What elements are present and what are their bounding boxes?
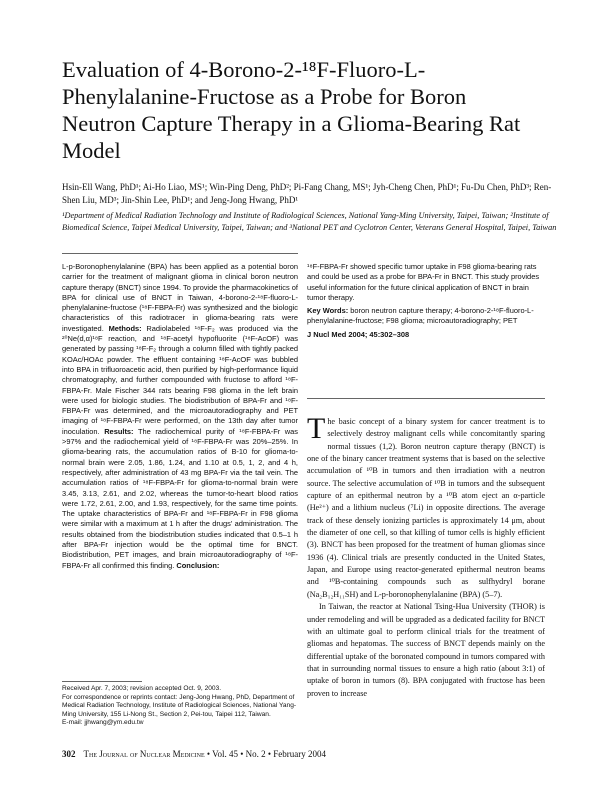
abstract-intro: L-p-Boronophenylalanine (BPA) has been applied as a potential boron carrier for the treatment of malignant glioma in clinical boron neutron capture therapy (BNCT) since 1994. To provide the pharmacokinetics of BPA for clinical use of BNCT in Taiwan, 4-borono-2-¹⁸F-fluoro-L-phenylalanine-fructose (¹⁸F-FBPA-Fr) was synthesized and the biologic characteristics of this radiotracer in glioma-bearing rats were investigated. bbox=[62, 262, 298, 333]
introduction bbox=[307, 412, 545, 700]
drop-cap: T bbox=[307, 412, 326, 445]
abstract-rule bbox=[62, 253, 298, 254]
abstract-results: The radiochemical purity of ¹⁸F-FBPA-Fr was >97% and the radiochemical yield of ¹⁸F-FBPA-Fr was 20%–25%. In glioma-bearing rats, the accumulation ratios of B-10 for glioma-to-normal brain were 2.05, 1.86, 1.24, and 1.10 at 0.5, 1, 2, and 4 h, respectively, after administration of 43 mg BPA-Fr via the tail vein. The accumulation ratios of ¹⁸F-FBPA-Fr for glioma-to-normal brain were 3.45, 3.13, 2.61, and 2.02, whereas the tumor-to-heart blood ratios were 1.72, 2.61, 2.00, and 1.93, respectively, for the same time points. The uptake characteristics of BPA-Fr and ¹⁸F-FBPA-Fr in F98 glioma were similar with a maximum at 1 h after the drugs' administration. The results obtained from the biodistribution studies indicated that 0.5–1 h after BPA-Fr injection would be the optimal time for BNCT. Biodistribution, PET images, and brain microautoradiography of ¹⁸F-FBPA-Fr all confirmed this finding. bbox=[62, 426, 298, 570]
methods-label: Methods: bbox=[108, 323, 142, 333]
intro-rule bbox=[307, 398, 545, 399]
conclusion-label: Conclusion: bbox=[176, 560, 220, 570]
received-dates: Received Apr. 7, 2003; revision accepted Oct. 9, 2003. bbox=[62, 685, 222, 692]
results-label: Results: bbox=[104, 426, 134, 436]
abstract-right-column bbox=[307, 262, 545, 343]
correspondence: For correspondence or reprints contact: Jeng-Jong Hwang, PhD, Department of Medical Radiation Technology, Institute of Radiological Sciences, National Yang-Ming University, 155 Li-Nong St., Section 2, Pei-tou, Taipei 112, Taiwan. bbox=[62, 693, 297, 718]
journal-name: The Journal of Nuclear Medicine bbox=[83, 749, 205, 759]
page-footer bbox=[62, 749, 542, 759]
footnote-rule bbox=[62, 681, 142, 682]
keywords bbox=[307, 306, 545, 327]
keywords-text: boron neutron capture therapy; 4-borono-2-¹⁸F-fluoro-L-phenylalanine-fructose; F98 glioma; microautoradiography; PET bbox=[307, 306, 534, 326]
issue-info: • Vol. 45 • No. 2 • February 2004 bbox=[206, 749, 327, 759]
page-number: 302 bbox=[62, 749, 76, 759]
abstract-methods: Radiolabeled ¹⁸F-F₂ was produced via the ²⁰Ne(d,α)¹⁸F reaction, and ¹⁸F-acetyl hypofluorite (¹⁸F-AcOF) was generated by passing ¹⁸F-F₂ through a column filled with tightly packed KOAc/HOAc powder. The effluent containing ¹⁸F-AcOF was bubbled into BPA in trifluoroacetic acid, then purified by high-performance liquid chromatography, and further compounded with fructose to afford ¹⁸F-FBPA-Fr. Male Fischer 344 rats bearing F98 glioma in the left brain were used for biologic studies. The biodistribution of BPA-Fr and ¹⁸F-FBPA-Fr was determined, and the microautoradiography and PET imaging of ¹⁸F-FBPA-Fr were performed, on the 13th day after tumor inoculation. bbox=[62, 323, 298, 436]
citation-text: J Nucl Med 2004; 45:302–308 bbox=[307, 329, 410, 339]
author-list: Hsin-Ell Wang, PhD¹; Ai-Ho Liao, MS¹; Win-Ping Deng, PhD²; Pi-Fang Chang, MS¹; Jyh-Cheng Chen, PhD¹; Fu-Du Chen, PhD³; Ren-Shen Liu, MD³; Jin-Shin Lee, PhD¹; and Jeng-Jong Hwang, PhD¹ bbox=[62, 182, 552, 205]
email[interactable]: E-mail: jjhwang@ym.edu.tw bbox=[62, 719, 144, 727]
keywords-label: Key Words: bbox=[307, 306, 349, 316]
intro-paragraph-2: In Taiwan, the reactor at National Tsing-Hua University (THOR) is under remodeling and will be upgraded as a dedicated facility for BNCT with an ultimate goal to perform clinical trials for the treatment of gliomas and hepatomas. The success of BNCT depends mainly on the differential uptake of the boronated compound in tumors compared with that in surrounding normal tissues to ensure a high ratio (about 3:1) of uptake of boron in tumors (8). BPA conjugated with fructose has been proven to increase bbox=[307, 602, 545, 698]
article-title: Evaluation of 4-Borono-2-¹⁸F-Fluoro-L-Phenylalanine-Fructose as a Probe for Boron Neutron Capture Therapy in a Glioma-Bearing Rat Model bbox=[62, 57, 521, 163]
intro-paragraph-1: The basic concept of a binary system for cancer treatment is to selectively destroy malignant cells while concomitantly sparing normal tissues (1,2). Boron neutron capture therapy (BNCT) is one of the binary cancer treatment systems that is based on the selective accumulation of ¹⁰B in tumors and then irradiation with a neutron source. The selective accumulation of ¹⁰B in tumors and the subsequent capture of an epithermal neutron by a ¹⁰B atom eject an α-particle (He²⁺) and a lithium nucleus (⁷Li) in opposite directions. The average track of these densely ionizing particles is approximately 14 μm, about the diameter of one cell, so that killing of tumor cells is highly efficient (3). BNCT has been proposed for the treatment of human gliomas since 1936 (4). Clinical trials are presently conducted in the United States, Japan, and Europe using reactor-generated epithermal neutron beams and ¹⁰B-containing compounds such as sulfhydryl borane (Na₂B₁₂H₁₁SH) and L-p-boronophenylalanine (BPA) (5–7). bbox=[307, 412, 545, 599]
abstract-conclusion: ¹⁸F-FBPA-Fr showed specific tumor uptake in F98 glioma-bearing rats and could be used as a probe for BPA-Fr in BNCT. This study provides useful information for the future clinical application of BNCT in brain tumor therapy. bbox=[307, 262, 540, 302]
footnote bbox=[62, 685, 298, 728]
abstract-left-column bbox=[62, 262, 298, 571]
citation bbox=[307, 330, 545, 340]
affiliations: ¹Department of Medical Radiation Technology and Institute of Radiological Sciences, National Yang-Ming University, Taipei, Taiwan; ²Institute of Biomedical Science, Taipei Medical University, Taipei, Taiwan; and ³National PET and Cyclotron Center, Veterans General Hospital, Taipei, Taiwan bbox=[62, 211, 557, 232]
